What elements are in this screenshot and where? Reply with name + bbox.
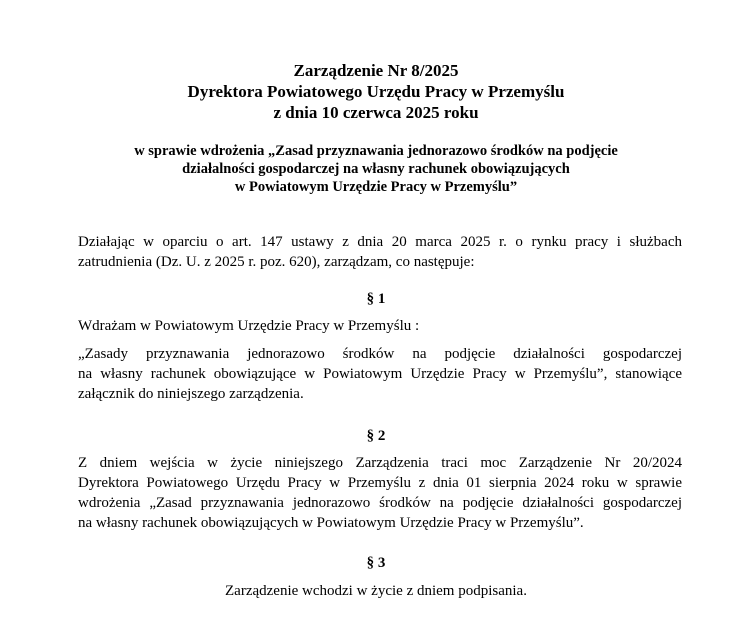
subject-line-3: w Powiatowym Urzędzie Pracy w Przemyślu”: [234, 179, 518, 195]
section-1-intro-text: Wdrażam w Powiatowym Urzędzie Pracy w Przemyślu :: [78, 318, 420, 334]
section-2-body: [78, 453, 682, 533]
section-1-body-line-1: „Zasady przyznawania jednorazowo środków na podjęcie działalności gospodarczej: [78, 346, 682, 362]
section-2-mark: § 2: [366, 428, 386, 444]
subject-line-2: działalności gospodarczej na własny rachunek obowiązujących: [182, 161, 570, 177]
preamble-line-1: Działając w oparciu o art. 147 ustawy z dnia 20 marca 2025 r. o rynku pracy i służbach: [78, 234, 682, 250]
title-line-2: Dyrektora Powiatowego Urzędu Pracy w Przemyślu: [187, 82, 565, 101]
section-2-line-2: Dyrektora Powiatowego Urzędu Pracy w Przemyślu z dnia 01 sierpnia 2024 roku w sprawie: [78, 475, 682, 491]
section-3-text: Zarządzenie wchodzi w życie z dniem podpisania.: [225, 583, 527, 599]
section-1-body-line-2: na własny rachunek obowiązujące w Powiatowym Urzędzie Pracy w Przemyślu”, stanowiące: [78, 366, 682, 382]
section-1-mark: § 1: [366, 291, 386, 307]
document-subject: [0, 142, 752, 196]
title-line-3: z dnia 10 czerwca 2025 roku: [273, 103, 479, 122]
preamble-line-2: zatrudnienia (Dz. U. z 2025 r. poz. 620), zarządzam, co następuje:: [78, 254, 475, 270]
section-2-line-4: na własny rachunek obowiązujących w Powiatowym Urzędzie Pracy w Przemyślu”.: [78, 515, 584, 531]
title-line-1: Zarządzenie Nr 8/2025: [293, 61, 459, 80]
section-3-mark: § 3: [366, 555, 386, 571]
document-title: [0, 60, 752, 123]
preamble-paragraph: [78, 232, 682, 272]
section-2-line-1: Z dniem wejścia w życie niniejszego Zarządzenia traci moc Zarządzenie Nr 20/2024: [78, 455, 682, 471]
subject-line-1: w sprawie wdrożenia „Zasad przyznawania jednorazowo środków na podjęcie: [134, 143, 618, 159]
section-1-body-line-3: załącznik do niniejszego zarządzenia.: [78, 386, 304, 402]
section-1-intro: [78, 316, 682, 336]
section-1-body: [78, 344, 682, 404]
section-2-line-3: wdrożenia „Zasad przyznawania jednorazowo środków na podjęcie działalności gospodarczej: [78, 495, 682, 511]
